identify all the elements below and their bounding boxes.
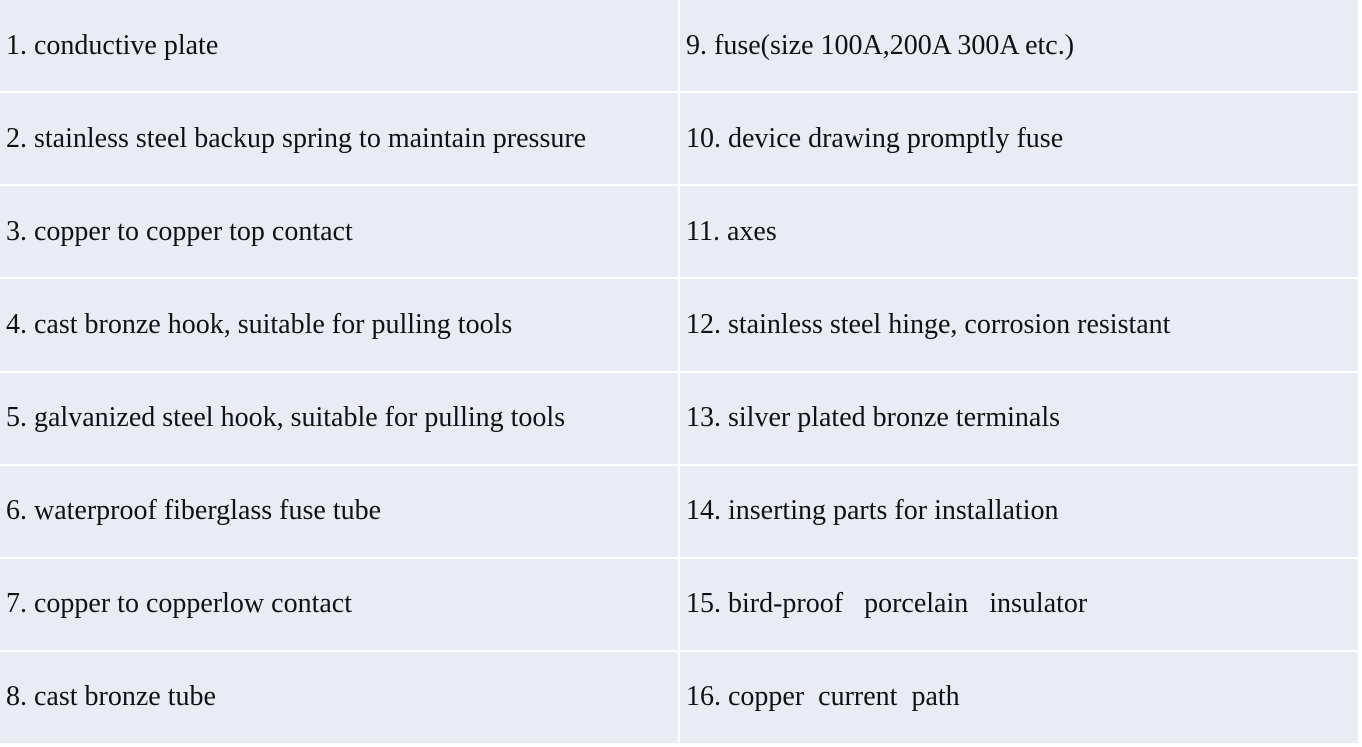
part-item: 6. waterproof fiberglass fuse tube: [0, 466, 678, 557]
table-row: [0, 186, 1358, 277]
part-item: 4. cast bronze hook, suitable for pulling tools: [0, 279, 678, 370]
part-item: 5. galvanized steel hook, suitable for pulling tools: [0, 373, 678, 464]
table-row: [0, 93, 1358, 184]
part-item: 11. axes: [680, 186, 1358, 277]
part-item: 13. silver plated bronze terminals: [680, 373, 1358, 464]
table-row: [0, 279, 1358, 370]
table-row: [0, 0, 1358, 91]
part-item: 9. fuse(size 100A,200A 300A etc.): [680, 0, 1358, 91]
part-item: 8. cast bronze tube: [0, 652, 678, 743]
table-row: [0, 559, 1358, 650]
table-row: [0, 466, 1358, 557]
part-item: 12. stainless steel hinge, corrosion resistant: [680, 279, 1358, 370]
part-item: 2. stainless steel backup spring to maintain pressure: [0, 93, 678, 184]
part-item: 14. inserting parts for installation: [680, 466, 1358, 557]
table-row: [0, 652, 1358, 743]
part-item: 7. copper to copperlow contact: [0, 559, 678, 650]
part-item: 10. device drawing promptly fuse: [680, 93, 1358, 184]
part-item: 16. copper current path: [680, 652, 1358, 743]
table-row: [0, 373, 1358, 464]
part-item: 1. conductive plate: [0, 0, 678, 91]
part-item: 15. bird-proof porcelain insulator: [680, 559, 1358, 650]
part-item: 3. copper to copper top contact: [0, 186, 678, 277]
